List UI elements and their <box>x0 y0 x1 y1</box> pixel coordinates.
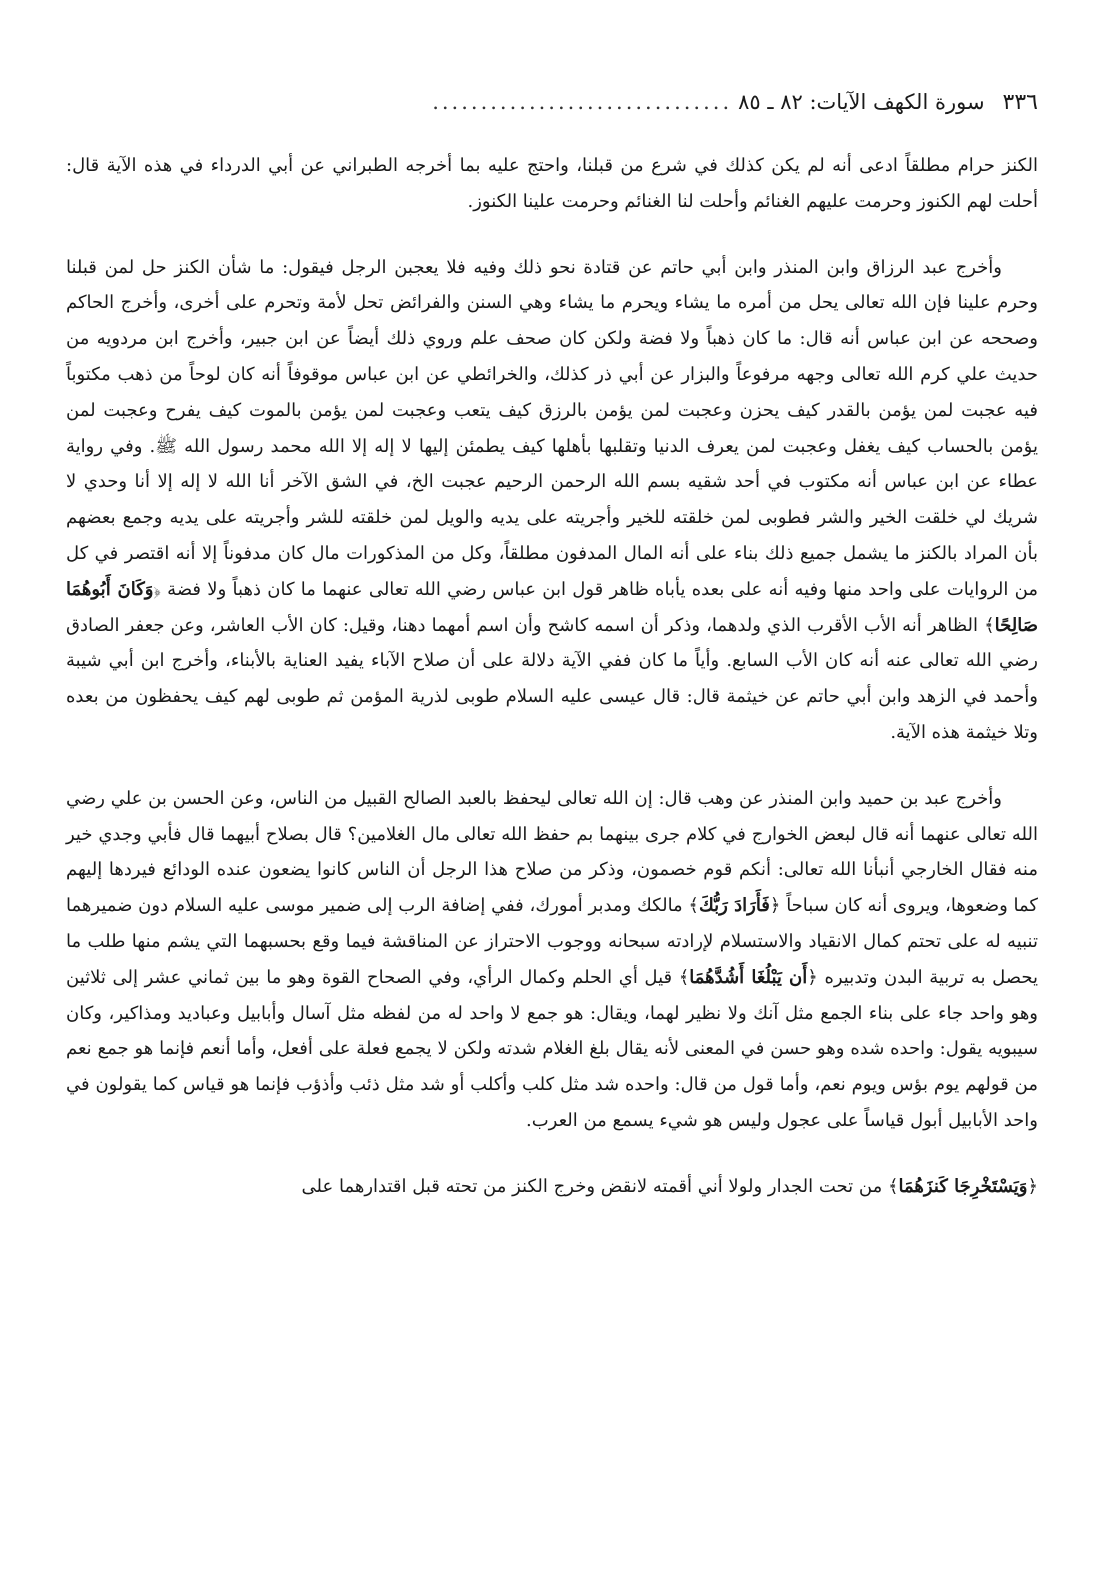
paragraph-text: وأخرج عبد بن حميد وابن المنذر عن وهب قال: إن الله تعالى ليحفظ بالعبد الصالح القبيل من الناس، وعن الحسن بن علي رضي الله تعالى عنهما أنه قال لبعض الخوارج في كلام جرى بينهما بم حفظ الله تعالى مال الغلامين؟ قال بصلاح أبيهما قال فأبي وجدي خير منه فقال الخارجي أنبأنا الله تعالى: أنكم قوم خصمون، وذكر من صلاح هذا الرجل أن الناس كانوا يضعون عنده الودائع فيردها إليهم كما وضعوها، ويروى أنه كان سباحاً <box>66 787 1038 917</box>
quran-verse-text: وَيَسْتَخْرِجَا كَنزَهُمَا <box>898 1175 1028 1197</box>
page-number: ٣٣٦ <box>1002 90 1038 115</box>
ornate-bracket-open: ﴿ <box>769 895 781 917</box>
paragraph-1 <box>66 148 1038 220</box>
quran-verse-text: فَأَرَادَ رَبُّكَ <box>698 895 770 917</box>
quran-verse-text: وَكَانَ أَبُوهُمَا صَالِحًا <box>66 578 1038 636</box>
ornate-bracket-open: ﴿ <box>153 578 161 600</box>
ornate-bracket-open: ﴿ <box>807 966 818 988</box>
paragraph-text: الظاهر أنه الأب الأقرب الذي ولدهما، وذكر أن اسمه كاشح وأن اسم أمهما دهنا، وقيل: كان الأب العاشر، وعن جعفر الصادق رضي الله تعالى عنه أنه كان الأب السابع. وأياً ما كان ففي الآية دلالة على أن صلاح الآباء يفيد العناية بالأبناء، وأخرج ابن أبي شيبة وأحمد في الزهد وابن أبي حاتم عن خيثمة قال: قال عيسى عليه السلام طوبى لذرية المؤمن ثم طوبى لهم كيف يحفظون من بعده وتلا خيثمة هذه الآية. <box>66 614 1038 743</box>
ornate-bracket-close: ﴾ <box>688 895 699 917</box>
paragraph-text: قيل أي الحلم وكمال الرأي، وفي الصحاح القوة وهو ما بين ثماني عشر إلى ثلاثين وهو واحد جاء على بناء الجمع مثل آنك ولا نظير لهما، ويقال: هو جمع لا واحد له من لفظه مثل آسال وأبابيل وعباديد ومذاكير، وكان سيبويه يقول: واحده شده وهو حسن في المعنى لأنه يقال بلغ الغلام شدته ولكن لا يجمع فعلة على أفعل، وأما أنعم فإنما هو جمع نعم من قولهم يوم بؤس ويوم نعم، وأما قول من قال: واحده شد مثل كلب وأكلب أو شد مثل ذئب وأذؤب فإنما هو قياس كما يقولون في واحد الأبابيل أبول قياساً على عجول وليس هو شيء يسمع من العرب. <box>66 966 1038 1131</box>
leader-dots: ............................... <box>432 90 733 114</box>
paragraph-4 <box>66 1169 1038 1205</box>
paragraph-text: وأخرج عبد الرزاق وابن المنذر وابن أبي حاتم عن قتادة نحو ذلك وفيه فلا يعجبن الرجل فيقول: ما شأن الكنز حل لمن قبلنا وحرم علينا فإن الله تعالى يحل من أمره ما يشاء ويحرم ما يشاء وهي السنن والفرائض تحل لأمة وتحرم على أخرى، وأخرج الحاكم وصححه عن ابن عباس أنه قال: ما كان ذهباً ولا فضة ولكن كان صحف علم وروي ذلك أيضاً عن ابن جبير، وأخرج ابن مردويه من حديث علي كرم الله تعالى وجهه مرفوعاً والبزار عن أبي ذر كذلك، والخرائطي عن ابن عباس موقوفاً أنه كان لوحاً من ذهب مكتوباً فيه عجبت لمن يؤمن بالقدر كيف يحزن وعجبت لمن يؤمن بالرزق كيف يتعب وعجبت لمن يؤمن بالموت كيف يفرح وعجبت لمن يؤمن بالحساب كيف يغفل وعجبت لمن يعرف الدنيا وتقلبها بأهلها كيف يطمئن إليها لا إله إلا الله محمد رسول الله ﷺ. وفي رواية عطاء عن ابن عباس أنه مكتوب في أحد شقيه بسم الله الرحمن الرحيم عجبت الخ، في الشق الآخر أنا الله لا إله إلا أنا وحدي لا شريك لي خلقت الخير والشر فطوبى لمن خلقته للخير وأجريته على يديه والويل لمن خلقته للشر وأجريته على يديه وجمع بعضهم بأن المراد بالكنز ما يشمل جميع ذلك بناء على أنه المال المدفون مطلقاً، وكل من المذكورات مال كان مدفوناً إلا أنه اقتصر في كل من الروايات على واحد منها وفيه أنه على بعده يأباه ظاهر قول ابن عباس رضي الله تعالى عنهما ما كان ذهباً ولا فضة <box>66 256 1039 600</box>
paragraph-2 <box>66 250 1038 751</box>
chapter-title: سورة الكهف الآيات: ٨٢ ـ ٨٥ <box>738 90 985 114</box>
quran-verse <box>888 1176 1038 1197</box>
ornate-bracket-close: ﴾ <box>678 966 690 988</box>
paragraph-text: الكنز حرام مطلقاً ادعى أنه لم يكن كذلك في شرع من قبلنا، واحتج عليه بما أخرجه الطبراني عن أبي الدرداء في هذه الآية قال: أحلت لهم الكنوز وحرمت عليهم الغنائم وأحلت لنا الغنائم وحرمت علينا الكنوز. <box>66 155 1038 212</box>
ornate-bracket-open: ﴿ <box>1027 1175 1038 1197</box>
ornate-bracket-close: ﴾ <box>984 614 995 636</box>
ornate-bracket-close: ﴾ <box>887 1175 899 1197</box>
quran-verse <box>688 895 780 916</box>
running-header <box>66 90 1038 124</box>
paragraph-text: مالكك ومدبر أمورك، ففي إضافة الرب إلى ضمير موسى عليه السلام دون ضميرهما تنبيه له على تحتم كمال الانقياد والاستسلام لإرادته سبحانه ووجوب الاحتراز عن المناقشة فيما وقع بحسبهما التي يشم منها طلب ما يحصل به تربية البدن وتدبيره <box>66 895 1038 988</box>
book-page <box>66 0 1038 1573</box>
page-body <box>66 148 1038 1235</box>
quran-verse-text: أَن يَبْلُغَا أَشُدَّهُمَا <box>689 966 808 988</box>
paragraph-3 <box>66 781 1038 1139</box>
quran-verse <box>679 967 818 988</box>
paragraph-text: من تحت الجدار ولولا أني أقمته لانقض وخرج الكنز من تحته قبل اقتدارهما على <box>301 1175 888 1197</box>
